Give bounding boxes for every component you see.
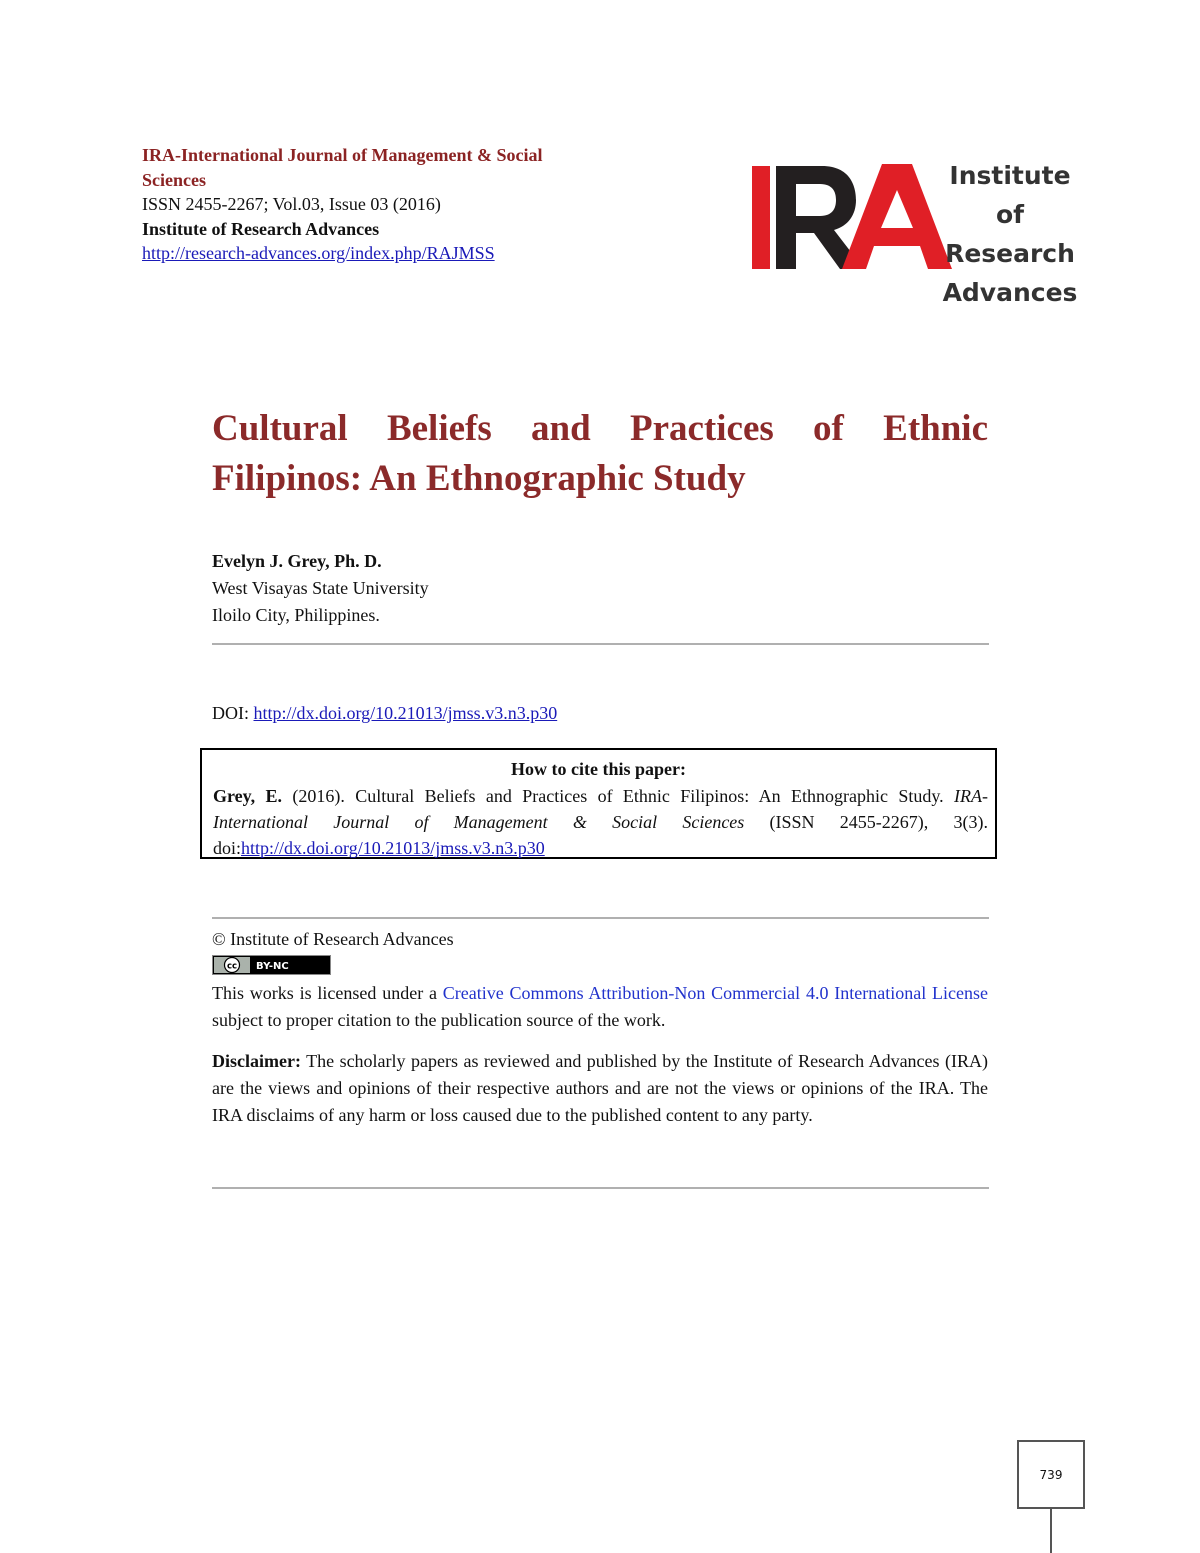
paper-title: Cultural Beliefs and Practices of Ethnic Filipinos: An Ethnographic Study bbox=[212, 408, 988, 499]
disclaimer-label: Disclaimer: bbox=[212, 1051, 301, 1071]
divider bbox=[212, 643, 989, 645]
author-name: Evelyn J. Grey, Ph. D. bbox=[212, 551, 382, 571]
doi-link[interactable]: http://dx.doi.org/10.21013/jmss.v3.n3.p30 bbox=[253, 703, 558, 723]
citation-doi-link[interactable]: http://dx.doi.org/10.21013/jmss.v3.n3.p30 bbox=[241, 838, 545, 858]
citation-text: Grey, E. (2016). Cultural Beliefs and Practices of Ethnic Filipinos: An Ethnographic Study. IRA-International Journal of Management & Social Sciences (ISSN 2455-2267), 3(3). doi:http://dx.doi.org/10.21013/jmss.v3.n3.p30 bbox=[213, 786, 988, 858]
logo-wordmark: Institute of Research Advances bbox=[942, 161, 1078, 307]
divider bbox=[212, 917, 989, 919]
journal-url-link[interactable]: http://research-advances.org/index.php/RAJMSS bbox=[142, 243, 495, 263]
page-number-line bbox=[1050, 1509, 1052, 1553]
doi-label: DOI: bbox=[212, 703, 254, 723]
disclaimer-text: Disclaimer: The scholarly papers as reviewed and published by the Institute of Research Advances (IRA) are the views and opinions of their respective authors and are not the views or opinions of the IRA. The IRA disclaims of any harm or loss caused due to the published content to any party. bbox=[212, 1051, 988, 1125]
publisher-name: Institute of Research Advances bbox=[142, 218, 380, 239]
journal-name: IRA-International Journal of Management & Social Sciences bbox=[142, 145, 543, 190]
logo-letter-i bbox=[752, 166, 770, 269]
page-number: 739 bbox=[1017, 1440, 1085, 1509]
citation-heading: How to cite this paper: bbox=[511, 759, 686, 779]
doi-line bbox=[212, 703, 557, 724]
copyright-line: © Institute of Research Advances bbox=[212, 929, 454, 949]
cc-by-nc-badge-icon[interactable] bbox=[212, 955, 331, 975]
license-text: This works is licensed under a Creative Commons Attribution-Non Commercial 4.0 International License subject to proper citation to the publication source of the work. bbox=[212, 983, 988, 1030]
svg-text:BY-NC: BY-NC bbox=[256, 961, 289, 972]
license-link[interactable]: Creative Commons Attribution-Non Commercial 4.0 International License bbox=[442, 983, 988, 1003]
citation-box bbox=[200, 748, 997, 859]
author-affiliation: West Visayas State University bbox=[212, 578, 429, 598]
issn-line: ISSN 2455-2267; Vol.03, Issue 03 (2016) bbox=[142, 194, 441, 214]
author-block bbox=[212, 548, 712, 629]
svg-text:cc: cc bbox=[226, 961, 238, 972]
divider bbox=[212, 1187, 989, 1189]
author-location: Iloilo City, Philippines. bbox=[212, 605, 380, 625]
journal-header bbox=[142, 143, 602, 266]
